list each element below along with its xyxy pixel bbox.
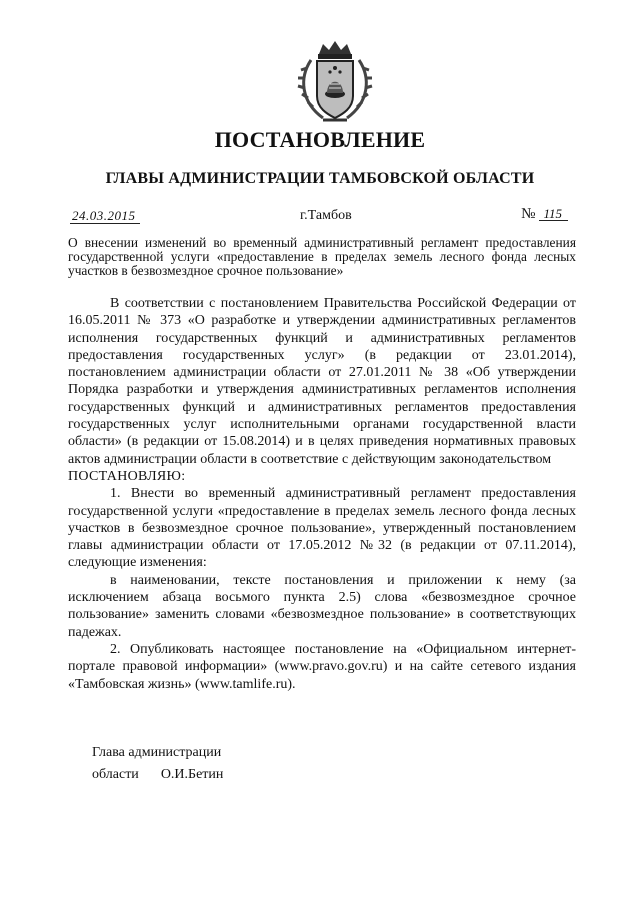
coat-of-arms-icon (293, 38, 377, 124)
resolve-heading: ПОСТАНОВЛЯЮ: (68, 468, 186, 484)
signatory-position: Глава администрации (92, 745, 222, 760)
signatory-position-line2 (92, 764, 223, 786)
document-number (521, 206, 562, 223)
document-meta (72, 206, 568, 228)
document-subtitle: ГЛАВЫ АДМИНИСТРАЦИИ ТАМБОВСКОЙ ОБЛАСТИ (105, 170, 535, 187)
item-1-detail-paragraph: в наименовании, тексте постановления и приложении к нему (за исключением абзаца восьмого пункта 2.5) слова «безвозмездное срочное пользование» заменить словами «безвозмездное пользование» в соответствующих падежах. (68, 572, 576, 640)
document-date: 24.03.2015 (72, 208, 136, 223)
document-body (68, 295, 576, 693)
signature-block (92, 742, 223, 786)
number-value: 115 (543, 206, 562, 221)
item-2-paragraph: 2. Опубликовать настоящее постановление на «Официальном интернет-портале правовой информации» (www.pravo.gov.ru) и на сайте сетевого издания «Тамбовская жизнь» (www.tamlife.ru). (68, 641, 576, 692)
item-1-paragraph: 1. Внести во временный административный регламент предоставления государственной услуги «предоставление в пределах земель лесного фонда лесных участков в безвозмездное срочное пользование», утвержденный постановлением главы администрации области от 17.05.2012 №32 (в редакции от 07.11.2014), следующие изменения: (68, 486, 576, 571)
signatory-name: О.И.Бетин (160, 767, 224, 782)
document-title: ПОСТАНОВЛЕНИЕ (214, 127, 426, 152)
document-city: г.Тамбов (300, 208, 352, 223)
preamble-paragraph: В соответствии с постановлением Правительства Российской Федерации от 16.05.2011 № 373 «О разработке и утверждении административных регламентов исполнения государственных функций и административных регламентов предоставления государственных услуг» (в редакции от 23.01.2014), постановлением администрации области от 27.01.2011 № 38 «Об утверждении Порядка разработки и утверждения административных регламентов исполнения государственных функций и административных регламентов предоставления государственных услуг исполнительными органами государственной власти области» (в редакции от 15.08.2014) и в целях приведения нормативных правовых актов администрации области в соответствие с действующим законодательством (68, 296, 576, 467)
signatory-region: области (92, 767, 139, 782)
number-sign: № (521, 206, 536, 222)
document-subject: О внесении изменений во временный административный регламент предоставления государственной услуги «предоставление в пределах земель лесного фонда лесных участков в безвозмездное срочное пользование» (68, 235, 576, 278)
